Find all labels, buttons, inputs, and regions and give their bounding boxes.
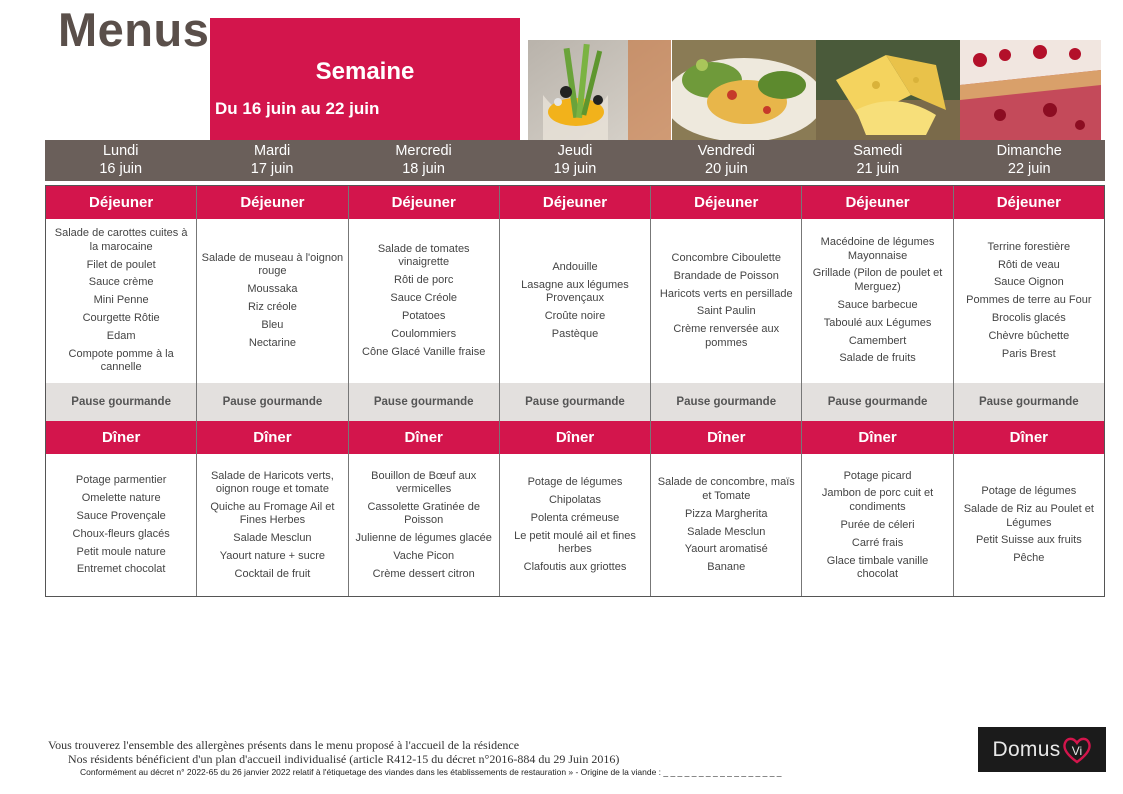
menu-item: Clafoutis aux griottes [523, 561, 627, 574]
menu-item: Pastèque [551, 327, 599, 340]
domusvi-logo [978, 727, 1106, 772]
diner-header: Dîner [349, 421, 499, 454]
diner-header: Dîner [651, 421, 801, 454]
day-date: 18 juin [402, 161, 445, 177]
menu-item: Potage de légumes [527, 476, 623, 489]
day-column [46, 186, 197, 596]
day-column [197, 186, 348, 596]
menu-item: Brandade de Poisson [673, 269, 779, 282]
salad-plate-photo [672, 40, 816, 140]
day-name: Samedi [853, 143, 903, 159]
menu-item: Salade de carottes cuites à la marocaine [54, 227, 188, 253]
menu-item: Sauce Provençale [76, 509, 166, 522]
menu-item: Lasagne aux légumes Provençaux [521, 278, 629, 305]
diner-items [46, 454, 196, 597]
days-header [45, 140, 1105, 181]
page-title: Menus [58, 3, 210, 56]
day-header [802, 140, 953, 181]
diner-items [197, 454, 347, 597]
menu-item: Terrine forestière [987, 240, 1071, 253]
menu-item: Julienne de légumes glacée [355, 532, 492, 545]
dejeuner-items [651, 219, 801, 383]
menu-item: Polenta crémeuse [530, 512, 620, 524]
asparagus-verrine-photo [528, 40, 671, 140]
day-name: Jeudi [557, 143, 593, 159]
logo-mark: Vi [1071, 743, 1082, 758]
cherry-tart-photo [960, 40, 1101, 140]
menu-item: Taboulé aux Légumes [823, 316, 932, 329]
day-name: Lundi [102, 143, 139, 159]
menu-item: Brocolis glacés [991, 312, 1066, 325]
menu-item: Compote pomme à la cannelle [68, 347, 174, 374]
menu-item: Omelette nature [81, 491, 161, 504]
menu-item: Mini Penne [93, 294, 149, 307]
menu-item: Riz créole [247, 301, 297, 313]
menu-item: Jambon de porc cuit et condiments [821, 487, 934, 513]
heart-icon [1062, 735, 1092, 765]
dejeuner-header: Déjeuner [651, 186, 801, 219]
day-column [802, 186, 953, 596]
menu-item: Paris Brest [1001, 347, 1056, 360]
menu-item: Salade de fruits [839, 352, 916, 365]
pause-gourmande: Pause gourmande [954, 383, 1104, 421]
day-date: 21 juin [856, 161, 900, 177]
menu-item: Carré frais [851, 536, 904, 549]
day-header [651, 140, 802, 181]
menu-item: Macédoine de légumes Mayonnaise [820, 236, 935, 262]
menu-item: Bleu [261, 318, 284, 331]
menu-item: Crème renversée aux pommes [673, 323, 780, 349]
menu-item: Grillade (Pilon de poulet et Merguez) [812, 267, 943, 293]
menu-item: Salade de concombre, maïs et Tomate [657, 476, 795, 502]
menu-item: Cône Glacé Vanille fraise [362, 345, 486, 358]
menu-item: Petit Suisse aux fruits [975, 534, 1082, 547]
dejeuner-header: Déjeuner [500, 186, 650, 219]
diner-items [802, 454, 952, 597]
menu-item: Petit moule nature [76, 545, 166, 558]
menu-item: Banane [707, 561, 746, 574]
menu-item: Pommes de terre au Four [966, 294, 1092, 307]
diner-header: Dîner [500, 421, 650, 454]
menu-item: Sauce Oignon [993, 276, 1064, 289]
menu-item: Glace timbale vanille chocolat [826, 554, 929, 580]
day-header [348, 140, 499, 181]
menu-item: Haricots verts en persillade [659, 287, 793, 300]
pause-gourmande: Pause gourmande [651, 383, 801, 421]
pause-gourmande: Pause gourmande [802, 383, 952, 421]
menu-item: Rôti de veau [997, 258, 1060, 271]
day-header [45, 140, 196, 181]
day-column [349, 186, 500, 596]
diner-header: Dîner [954, 421, 1104, 454]
menu-item: Croûte noire [544, 309, 606, 322]
menu-item: Filet de poulet [86, 258, 156, 271]
dejeuner-items [197, 219, 347, 383]
day-name: Mercredi [395, 143, 452, 159]
dejeuner-header: Déjeuner [349, 186, 499, 219]
menu-item: Entremet chocolat [76, 563, 166, 576]
dejeuner-items [802, 219, 952, 383]
welcome-plan-note: Nos résidents bénéficient d'un plan d'accueil individualisé (article R412-15 du décret n°2016-884 du 29 Juin 2016) [68, 752, 620, 766]
menu-item: Choux-fleurs glacés [72, 527, 170, 540]
menu-grid [45, 185, 1105, 597]
day-column [651, 186, 802, 596]
menu-item: Yaourt nature + sucre [219, 550, 326, 563]
menu-item: Chipolatas [548, 494, 601, 507]
menu-item: Cassolette Gratinée de Poisson [367, 500, 480, 527]
menu-item: Sauce crème [88, 276, 154, 289]
menu-item: Moussaka [247, 283, 298, 296]
menu-item: Cocktail de fruit [234, 568, 311, 580]
dejeuner-items [954, 219, 1104, 383]
menu-item: Potage picard [843, 469, 912, 482]
day-date: 22 juin [1007, 161, 1051, 177]
pause-gourmande: Pause gourmande [46, 383, 196, 421]
day-column [500, 186, 651, 596]
dejeuner-items [500, 219, 650, 383]
menu-item: Crème dessert citron [372, 568, 475, 580]
pause-gourmande: Pause gourmande [349, 383, 499, 421]
menu-item: Pizza Margherita [684, 507, 768, 520]
dejeuner-header: Déjeuner [802, 186, 952, 219]
pause-gourmande: Pause gourmande [500, 383, 650, 421]
menu-item: Pêche [1013, 552, 1045, 565]
diner-header: Dîner [802, 421, 952, 454]
dejeuner-header: Déjeuner [46, 186, 196, 219]
dejeuner-items [46, 219, 196, 383]
menu-item: Sauce barbecue [837, 298, 918, 311]
menu-item: Quiche au Fromage Ail et Fines Herbes [210, 500, 335, 527]
day-name: Vendredi [697, 143, 756, 159]
menu-item: Concombre Ciboulette [671, 251, 781, 264]
diner-items [954, 454, 1104, 597]
day-name: Dimanche [996, 143, 1062, 159]
menu-item: Sauce Créole [390, 292, 458, 305]
menu-item: Salade de museau à l'oignon rouge [201, 251, 344, 278]
menu-item: Salade de tomates vinaigrette [377, 242, 470, 269]
cheese-photo [816, 40, 960, 140]
logo-text: Domus [992, 737, 1061, 761]
diner-items [349, 454, 499, 597]
day-name: Mardi [254, 143, 291, 159]
menu-item: Edam [106, 330, 136, 342]
day-date: 20 juin [705, 161, 748, 177]
menu-item: Salade Mesclun [233, 532, 312, 545]
menu-item: Courgette Rôtie [82, 312, 160, 325]
dejeuner-items [349, 219, 499, 383]
menu-item: Chèvre bûchette [988, 330, 1070, 342]
menu-item: Le petit moulé ail et fines herbes [514, 529, 636, 556]
menu-item: Yaourt aromatisé [684, 543, 768, 556]
pause-gourmande: Pause gourmande [197, 383, 347, 421]
menu-item: Potatoes [401, 309, 446, 322]
menu-item: Purée de céleri [840, 518, 915, 531]
week-label: Semaine [315, 58, 415, 85]
menu-item: Coulommiers [391, 327, 457, 340]
day-date: 19 juin [553, 161, 597, 177]
diner-header: Dîner [197, 421, 347, 454]
menu-item: Camembert [848, 334, 907, 347]
day-column [954, 186, 1104, 596]
diner-items [651, 454, 801, 597]
week-banner [210, 18, 520, 140]
diner-items [500, 454, 650, 597]
menu-item: Rôti de porc [394, 274, 454, 287]
day-header [196, 140, 347, 181]
menu-item: Salade de Haricots verts, oignon rouge et tomate [210, 469, 334, 495]
menu-item: Andouille [552, 260, 598, 273]
menu-item: Salade Mesclun [687, 525, 766, 538]
date-range: Du 16 juin au 22 juin [215, 99, 380, 118]
menu-item: Vache Picon [393, 550, 455, 563]
menu-item: Salade de Riz au Poulet et Légumes [963, 503, 1094, 529]
day-header [954, 140, 1105, 181]
diner-header: Dîner [46, 421, 196, 454]
menu-item: Nectarine [248, 336, 296, 349]
menu-item: Potage de légumes [981, 485, 1077, 498]
allergen-note: Vous trouverez l'ensemble des allergènes présents dans le menu proposé à l'accueil de la résidence [48, 738, 520, 752]
day-date: 17 juin [250, 161, 294, 177]
menu-item: Saint Paulin [696, 305, 756, 318]
day-date: 16 juin [99, 161, 143, 177]
menu-item: Bouillon de Bœuf aux vermicelles [371, 469, 477, 495]
meat-origin-note: Conformément au décret n° 2022-65 du 26 janvier 2022 relatif à l'étiquetage des viandes dans les établissements de restauration » - Origine de la viande : _ _ _ _ _ _ _ _ _ _ _ _ _ _ _ _ _ [80, 767, 782, 777]
dejeuner-header: Déjeuner [954, 186, 1104, 219]
menu-item: Potage parmentier [75, 474, 167, 487]
day-header [499, 140, 650, 181]
dejeuner-header: Déjeuner [197, 186, 347, 219]
